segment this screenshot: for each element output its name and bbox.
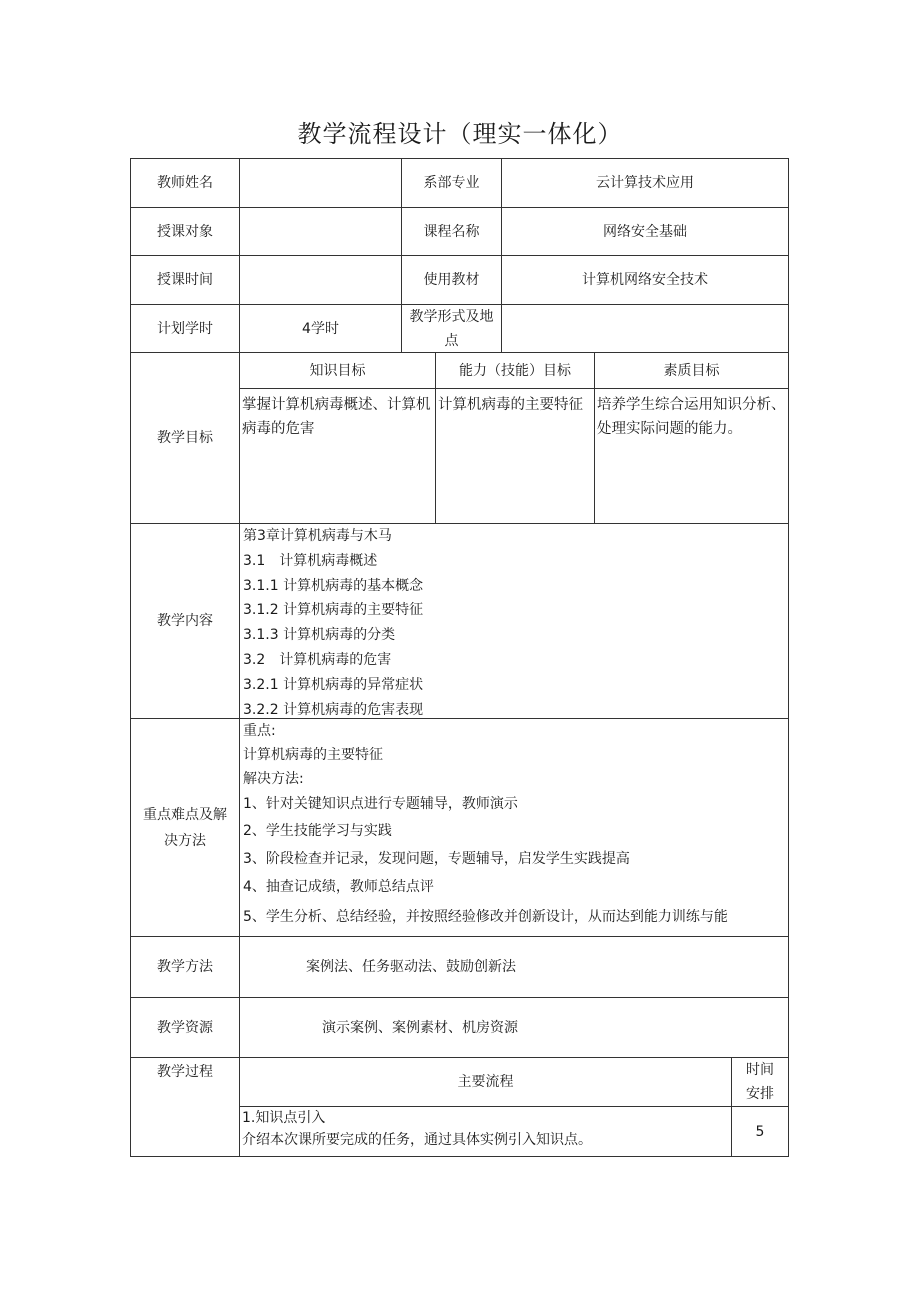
process-step-time-cell bbox=[731, 1106, 789, 1157]
course-value-cell bbox=[501, 207, 789, 256]
process-step-title: 1.知识点引入 bbox=[242, 1110, 326, 1126]
keypoints-cell bbox=[239, 718, 789, 937]
content-line: 3.2.1 计算机病毒的异常症状 bbox=[243, 676, 424, 693]
form-value-cell bbox=[501, 304, 789, 353]
process-step-time: 5 bbox=[755, 1123, 765, 1140]
ability-header: 能力（技能）目标 bbox=[459, 362, 571, 379]
hours-label: 计划学时 bbox=[157, 320, 213, 337]
target-label: 授课对象 bbox=[157, 223, 213, 240]
keypoints-label: 重点难点及解决方法 bbox=[143, 806, 227, 849]
content-label-cell bbox=[130, 523, 240, 719]
time-header-cell bbox=[731, 1057, 789, 1107]
goals-label-cell bbox=[130, 352, 240, 524]
resources-label: 教学资源 bbox=[157, 1019, 213, 1036]
quality-text-cell bbox=[594, 388, 789, 524]
flow-header-cell bbox=[239, 1057, 732, 1107]
target-label-cell bbox=[130, 207, 240, 256]
knowledge-header-cell bbox=[239, 352, 436, 389]
content-label: 教学内容 bbox=[157, 613, 213, 629]
resources-value-cell bbox=[239, 997, 789, 1058]
target-value-cell bbox=[239, 207, 402, 256]
form-label-cell bbox=[401, 304, 502, 353]
content-line: 3.2 计算机病毒的危害 bbox=[243, 651, 392, 668]
teacher-label-cell bbox=[130, 158, 240, 208]
form-label: 教学形式及地点 bbox=[409, 308, 494, 349]
textbook-value-cell bbox=[501, 255, 789, 305]
flow-header: 主要流程 bbox=[457, 1074, 514, 1090]
hours-value: 4学时 bbox=[302, 320, 339, 337]
time-label: 授课时间 bbox=[157, 272, 213, 288]
course-label: 课程名称 bbox=[423, 223, 480, 240]
content-line: 第3章计算机病毒与木马 bbox=[243, 528, 392, 544]
keypoints-line: 1、针对关键知识点进行专题辅导，教师演示 bbox=[243, 796, 518, 812]
hours-value-cell bbox=[239, 304, 402, 353]
content-line: 3.1 计算机病毒概述 bbox=[243, 552, 378, 569]
dept-value-cell bbox=[501, 158, 789, 208]
knowledge-text-cell bbox=[239, 388, 436, 524]
dept-value: 云计算技术应用 bbox=[596, 175, 694, 191]
methods-label-cell bbox=[130, 936, 240, 998]
knowledge-header: 知识目标 bbox=[309, 362, 366, 379]
keypoints-line: 解决方法: bbox=[243, 771, 304, 787]
hours-label-cell bbox=[130, 304, 240, 353]
process-label-cell bbox=[130, 1057, 240, 1157]
resources-label-cell bbox=[130, 997, 240, 1058]
teacher-label: 教师姓名 bbox=[157, 175, 213, 191]
ability-header-cell bbox=[435, 352, 595, 389]
process-label: 教学过程 bbox=[157, 1064, 213, 1080]
dept-label-cell bbox=[401, 158, 502, 208]
knowledge-text: 掌握计算机病毒概述、计算机病毒的危害 bbox=[242, 397, 431, 437]
dept-label: 系部专业 bbox=[423, 175, 480, 191]
textbook-value: 计算机网络安全技术 bbox=[582, 272, 708, 288]
course-label-cell bbox=[401, 207, 502, 256]
keypoints-line: 3、阶段检查并记录，发现问题，专题辅导，启发学生实践提高 bbox=[243, 851, 630, 867]
goals-label: 教学目标 bbox=[157, 430, 213, 446]
textbook-label-cell bbox=[401, 255, 502, 305]
content-line: 3.2.2 计算机病毒的危害表现 bbox=[243, 701, 424, 718]
methods-label: 教学方法 bbox=[157, 959, 213, 975]
course-value: 网络安全基础 bbox=[603, 223, 687, 240]
keypoints-line: 2、学生技能学习与实践 bbox=[243, 823, 392, 839]
teacher-value-cell bbox=[239, 158, 402, 208]
time-value-cell bbox=[239, 255, 402, 305]
resources-value: 演示案例、案例素材、机房资源 bbox=[322, 1019, 518, 1036]
process-step-cell bbox=[239, 1106, 732, 1157]
content-cell bbox=[239, 523, 789, 719]
keypoints-line: 重点: bbox=[243, 723, 276, 739]
time-label-cell bbox=[130, 255, 240, 305]
keypoints-line: 4、抽查记成绩，教师总结点评 bbox=[243, 879, 434, 895]
keypoints-label-cell bbox=[130, 718, 240, 937]
keypoints-line: 计算机病毒的主要特征 bbox=[243, 747, 383, 763]
keypoints-line: 5、学生分析、总结经验，并按照经验修改并创新设计，从而达到能力训练与能 bbox=[243, 909, 728, 925]
page-title: 教学流程设计（理实一体化） bbox=[297, 120, 623, 148]
quality-header-cell bbox=[594, 352, 789, 389]
time-header: 时间安排 bbox=[746, 1062, 774, 1102]
ability-text: 计算机病毒的主要特征 bbox=[438, 397, 583, 413]
textbook-label: 使用教材 bbox=[423, 272, 480, 288]
content-line: 3.1.2 计算机病毒的主要特征 bbox=[243, 602, 424, 619]
ability-text-cell bbox=[435, 388, 595, 524]
content-line: 3.1.3 计算机病毒的分类 bbox=[243, 627, 396, 644]
quality-text: 培养学生综合运用知识分析、处理实际问题的能力。 bbox=[597, 397, 786, 437]
methods-value: 案例法、任务驱动法、鼓励创新法 bbox=[306, 959, 516, 975]
methods-value-cell bbox=[239, 936, 789, 998]
quality-header: 素质目标 bbox=[663, 362, 720, 379]
content-line: 3.1.1 计算机病毒的基本概念 bbox=[243, 577, 424, 594]
process-step-desc: 介绍本次课所要完成的任务，通过具体实例引入知识点。 bbox=[242, 1132, 592, 1148]
